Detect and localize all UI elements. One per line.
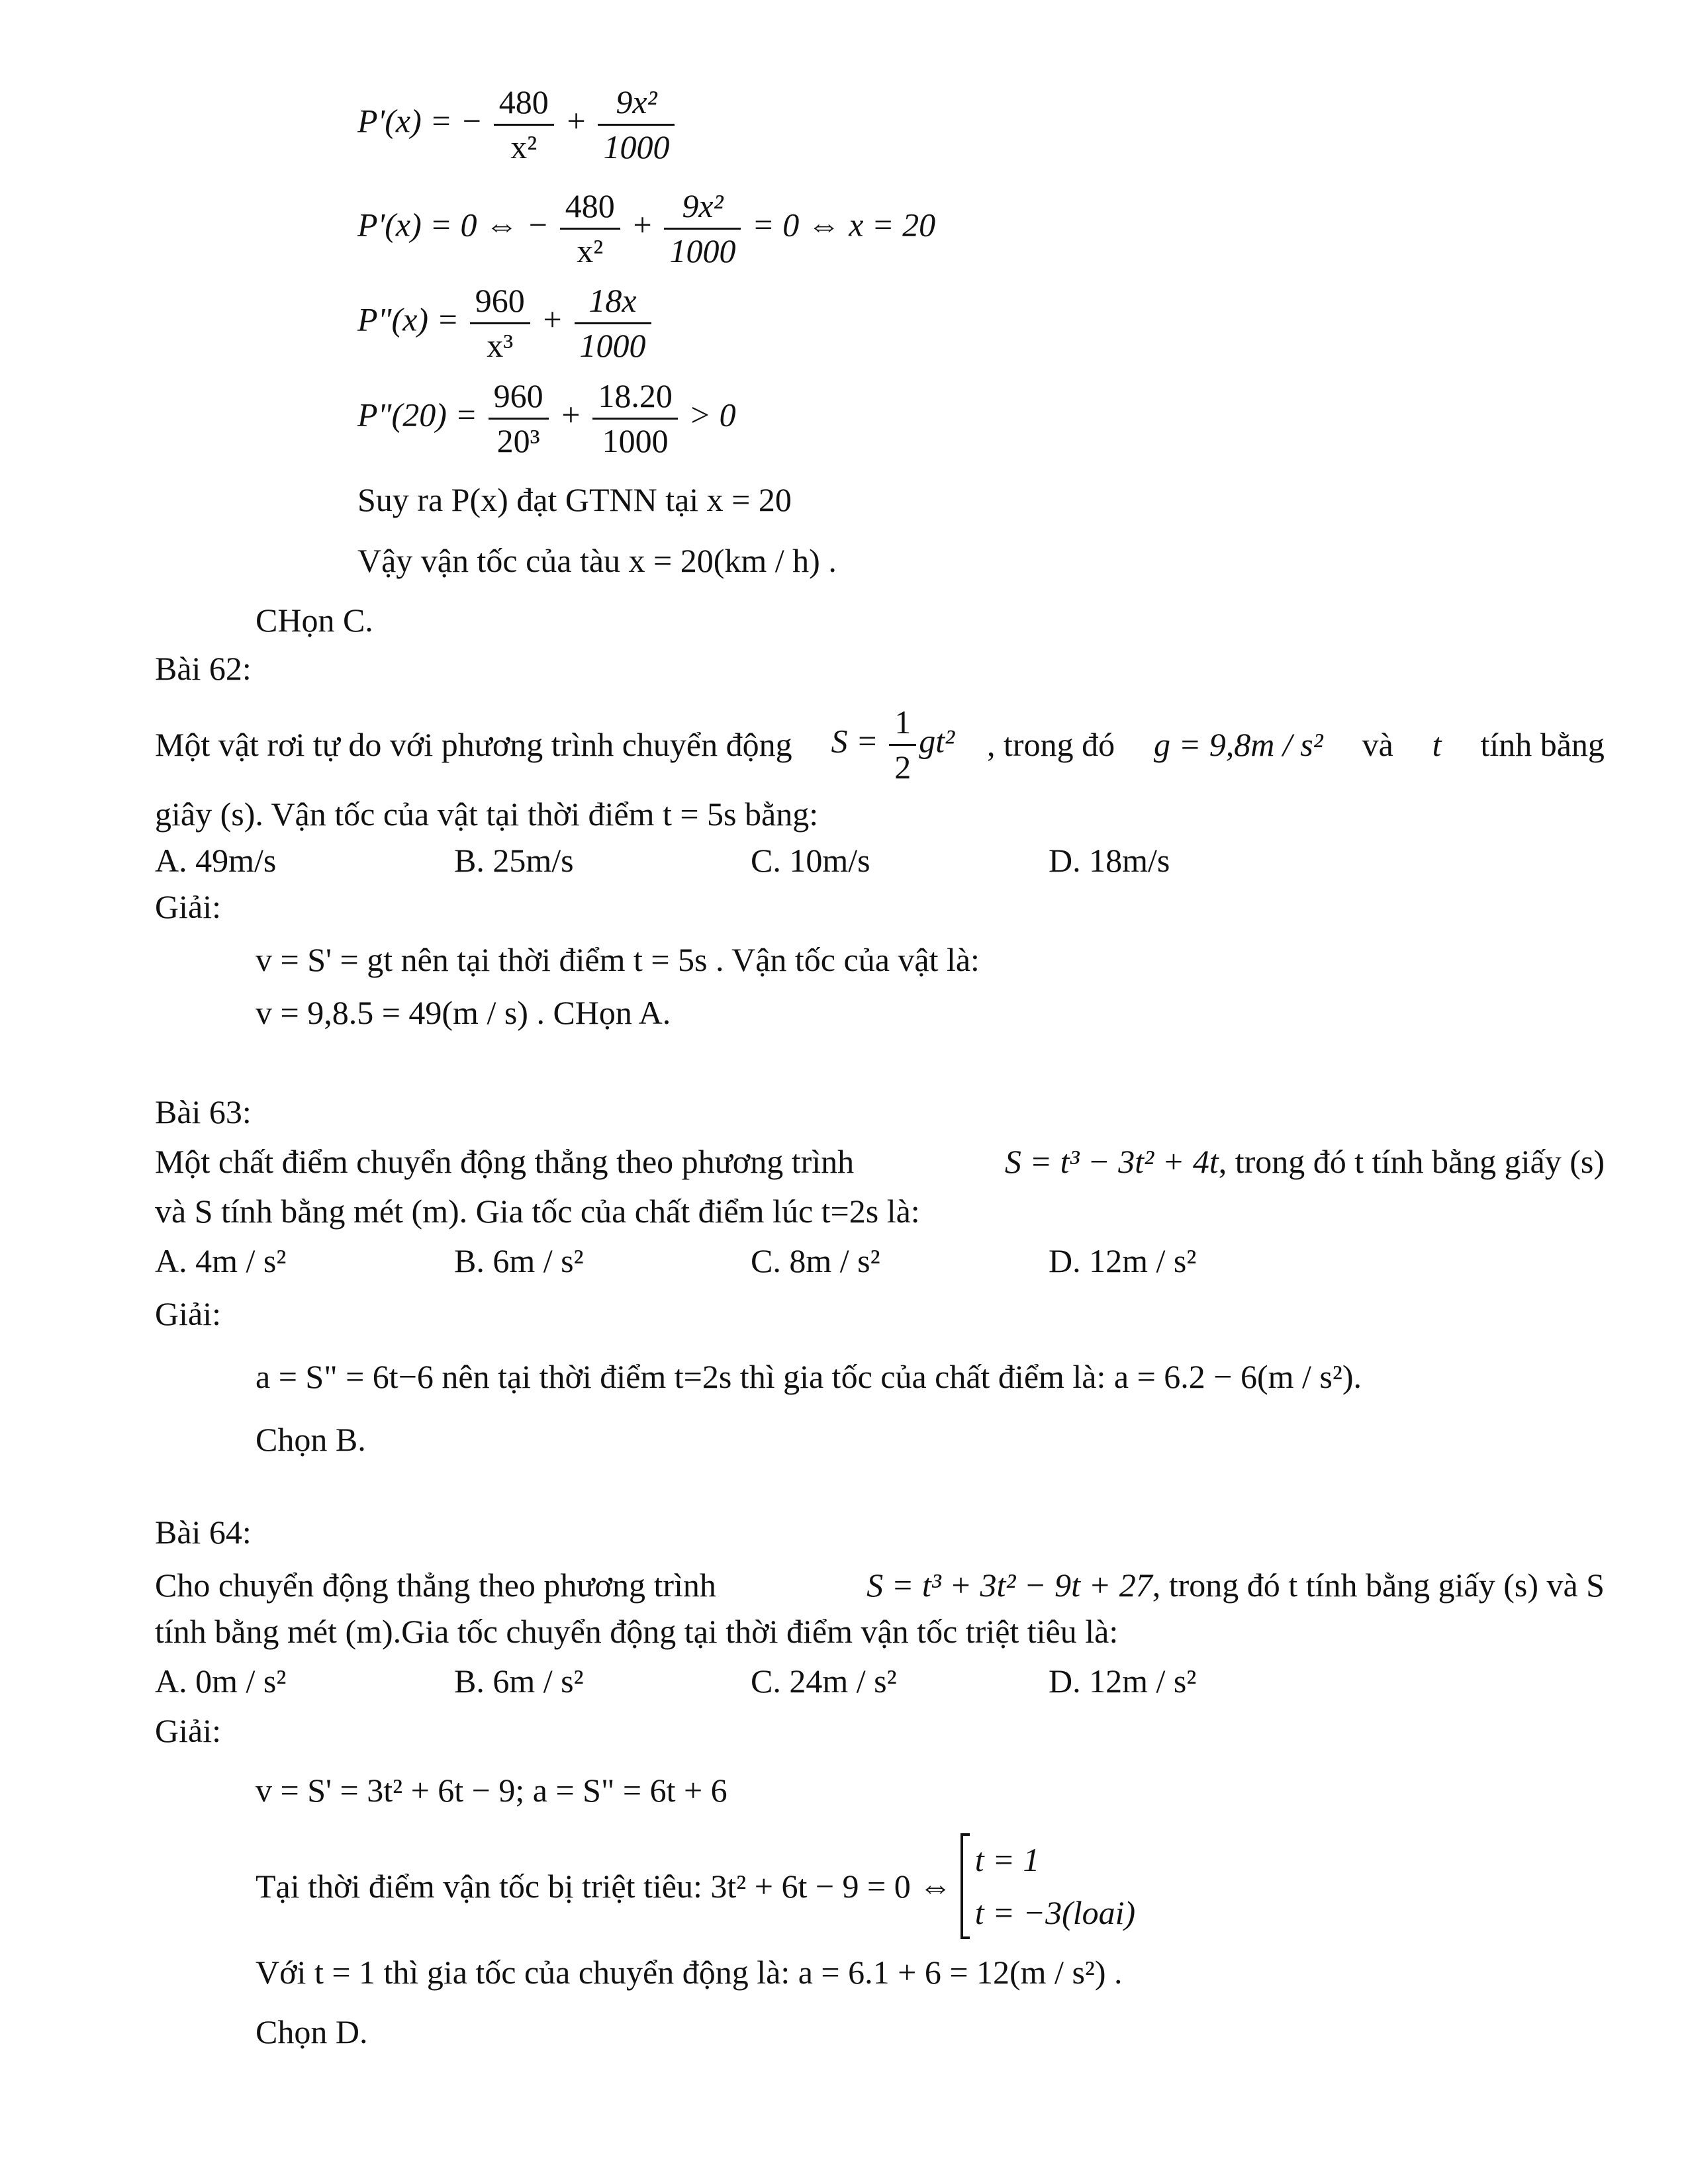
problem-64-solution-line-2: Tại thời điểm vận tốc bị triệt tiêu: 3t² + 6t − 9 = 0 ⇔ t = 1 t = −3(loai) [256, 1833, 1135, 1939]
fraction: $\frac{\text{9x²}}{1000}$ [598, 85, 675, 164]
problem-63-solution-line-2: Chọn B. [256, 1421, 366, 1458]
option-c: C. 24m / s² [751, 1662, 897, 1700]
option-b: B. 25m/s [454, 842, 574, 879]
prev-solution-choose: CHọn C. [256, 602, 373, 639]
fraction: $\frac{18.20}{1000}$ [592, 379, 678, 458]
case-bracket [961, 1833, 1135, 1939]
case-1: t = 1 [974, 1841, 1040, 1878]
fraction: $\frac{960}{\text{x³}}$ [470, 283, 530, 363]
prev-solution-answer: Vậy vận tốc của tàu x = 20(km / h) . [357, 542, 837, 579]
option-a: A. 0m / s² [155, 1662, 287, 1700]
option-c: C. 10m/s [751, 842, 870, 879]
option-d: D. 18m/s [1049, 842, 1170, 879]
option-c: C. 8m / s² [751, 1242, 880, 1279]
formula-lhs: P'(x) = − [357, 102, 483, 140]
problem-64-title: Bài 64: [155, 1514, 252, 1551]
fraction: $\frac{\text{9x²}}{1000}$ [664, 189, 741, 268]
fraction: $\frac{480}{\text{x²}}$ [494, 85, 554, 164]
fraction: $\frac{1}{2}$ [889, 705, 916, 784]
option-d: D. 12m / s² [1049, 1242, 1197, 1279]
problem-64-solution-label: Giải: [155, 1712, 221, 1749]
problem-62-solution-line-1: v = S' = gt nên tại thời điểm t = 5s . Vận tốc của vật là: [256, 941, 980, 978]
option-b: B. 6m / s² [454, 1242, 584, 1279]
problem-63-question-line-2: và S tính bằng mét (m). Gia tốc của chất điểm lúc t=2s là: [155, 1193, 920, 1230]
problem-64-solution-line-1: v = S' = 3t² + 6t − 9; a = S" = 6t + 6 [256, 1772, 727, 1809]
prev-solution-line-1: P'(x) = − $\frac{480}{\text{x²}}$ + $\frac{\text{9x²}}{1000}$ [357, 85, 677, 164]
problem-64-question-line-1: Cho chuyển động thẳng theo phương trình S = t³ + 3t² − 9t + 27, trong đó t tính bằng giấy (s) và S [155, 1567, 1605, 1604]
problem-64-question-line-2: tính bằng mét (m).Gia tốc chuyển động tại thời điểm vận tốc triệt tiêu là: [155, 1613, 1119, 1650]
fraction: $\frac{18x}{1000}$ [575, 283, 651, 363]
problem-63-title: Bài 63: [155, 1093, 252, 1130]
problem-63-solution-label: Giải: [155, 1295, 221, 1332]
problem-62-question-line-1: Một vật rơi tự do với phương trình chuyển động S = $\frac{1}{2}$ gt² , trong đó g = 9,8m / s² và t tính bằng [155, 704, 1605, 786]
prev-solution-conclusion: Suy ra P(x) đạt GTNN tại x = 20 [357, 481, 792, 518]
problem-64-solution-line-3: Với t = 1 thì gia tốc của chuyển động là: a = 6.1 + 6 = 12(m / s²) . [256, 1954, 1123, 1991]
problem-62-question-line-2: giây (s). Vận tốc của vật tại thời điểm t = 5s bằng: [155, 796, 819, 833]
prev-solution-line-4: P"(20) = $\frac{960}{\text{20³}}$ + $\frac{18.20}{1000}$ > 0 [357, 377, 736, 459]
problem-64-solution-line-4: Chọn D. [256, 2013, 368, 2050]
problem-63-question-line-1: Một chất điểm chuyển động thẳng theo phương trình S = t³ − 3t² + 4t, trong đó t tính bằng giấy (s) [155, 1143, 1605, 1180]
problem-63-solution-line-1: a = S" = 6t−6 nên tại thời điểm t=2s thì gia tốc của chất điểm là: a = 6.2 − 6(m / s²). [256, 1358, 1362, 1395]
option-a: A. 49m/s [155, 842, 277, 879]
fraction: $\frac{480}{\text{x²}}$ [560, 189, 620, 268]
problem-62-solution-line-2: v = 9,8.5 = 49(m / s) . CHọn A. [256, 994, 671, 1031]
fraction: $\frac{960}{\text{20³}}$ [489, 379, 549, 458]
option-b: B. 6m / s² [454, 1662, 584, 1700]
problem-62-title: Bài 62: [155, 650, 252, 687]
prev-solution-line-2: P'(x) = 0 ⇔ − $\frac{480}{\text{x²}}$ + $\frac{\text{9x²}}{1000}$ = 0 ⇔ x = 20 [357, 187, 936, 269]
problem-62-solution-label: Giải: [155, 888, 221, 925]
case-2: t = −3(loai) [974, 1894, 1136, 1931]
prev-solution-line-3: P"(x) = $\frac{960}{\text{x³}}$ + $\frac{18x}{1000}$ [357, 283, 654, 363]
option-d: D. 12m / s² [1049, 1662, 1197, 1700]
option-a: A. 4m / s² [155, 1242, 287, 1279]
